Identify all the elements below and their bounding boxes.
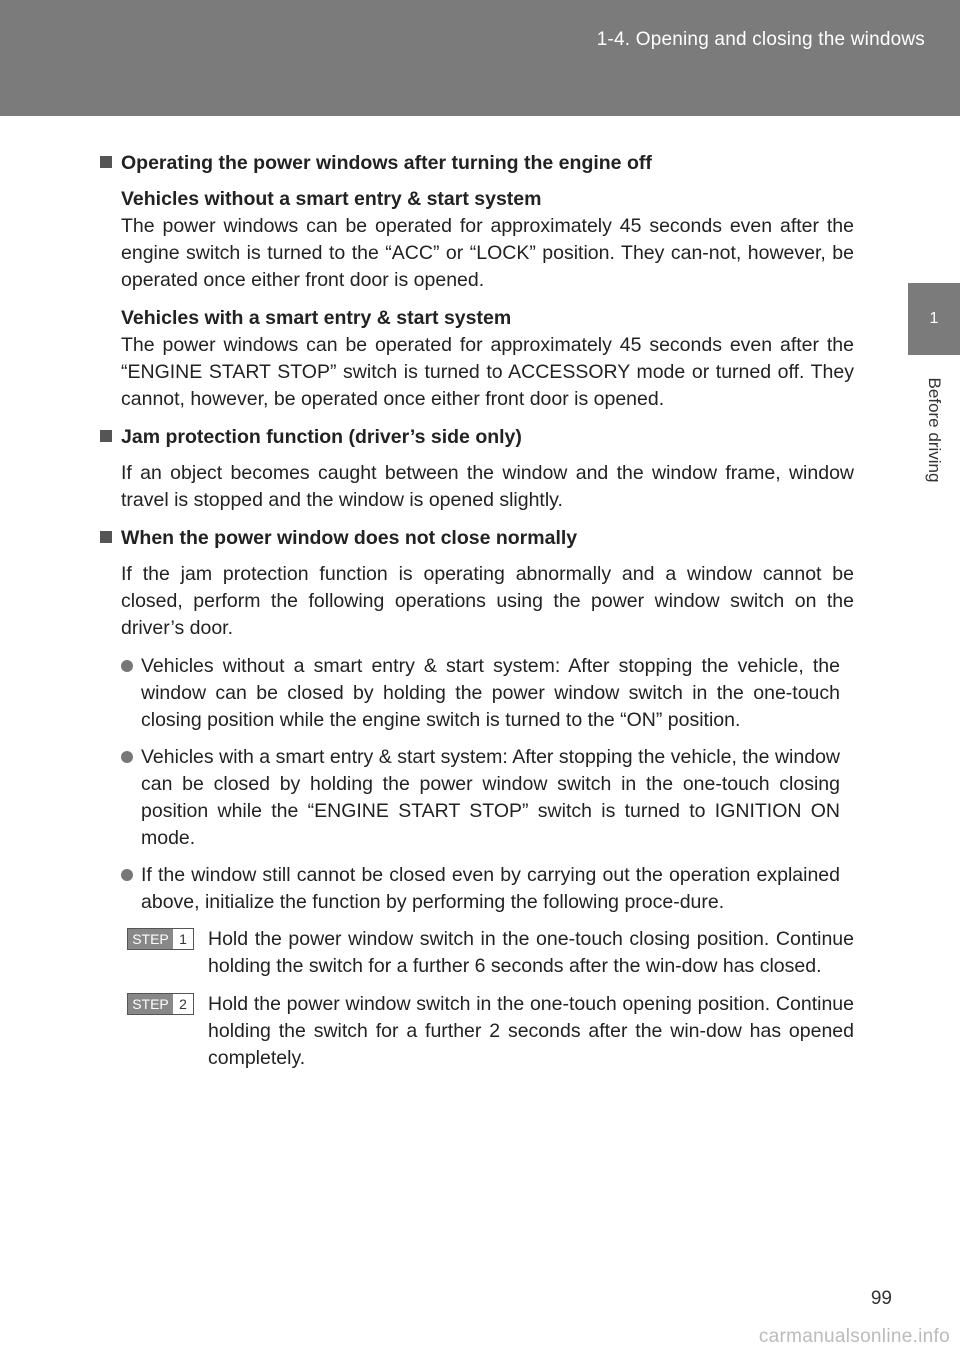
list-item-text: Vehicles without a smart entry & start system: After stopping the vehicle, the window can be closed by holding the power window switch in the one-touch closing position while the engine switch is turned to the “ON” position. [141,655,840,731]
step-number: 1 [173,929,193,949]
list-item-text: If the window still cannot be closed even by carrying out the operation explained above, initialize the function by performing the following proce-dure. [141,864,840,913]
section-heading [100,424,854,451]
step-badge [127,928,194,950]
section-heading-text: When the power window does not close normally [121,527,578,549]
side-tab-spacer [908,116,960,283]
subsection [121,186,854,294]
square-bullet-icon [100,430,112,442]
side-tab-label-text: Before driving [925,377,944,483]
list-item [121,653,854,734]
body-text: If the jam protection function is operating abnormally and a window cannot be closed, perform the following operations using the power window switch on the driver’s door. [121,563,854,639]
section-heading [100,525,854,552]
body-text: The power windows can be operated for approximately 45 seconds even after the “ENGINE START STOP” switch is turned to ACCESSORY mode or turned off. They cannot, however, be operated once either front door is opened. [121,334,854,410]
subsection-heading: Vehicles with a smart entry & start system [121,307,512,329]
body-text: The power windows can be operated for approximately 45 seconds even after the engine switch is turned to the “ACC” or “LOCK” position. They can-not, however, be operated once either front door is opened. [121,215,854,291]
section-body [121,460,854,514]
page-header [0,0,960,116]
circle-bullet-icon [121,751,133,763]
step-label: STEP [128,994,173,1014]
body-text: If an object becomes caught between the window and the window frame, window travel is stopped and the window is opened slightly. [121,462,854,511]
side-tab-label [908,355,960,505]
circle-bullet-icon [121,660,133,672]
procedure-step [127,991,854,1072]
chapter-title: 1-4. Opening and closing the windows [596,29,925,50]
step-text: Hold the power window switch in the one-touch opening position. Continue holding the switch for a further 2 seconds after the win-dow has opened completely. [208,993,854,1069]
step-badge [127,993,194,1015]
footer-watermark: carmanualsonline.info [758,1326,950,1347]
section-body [121,561,854,642]
section-heading-text: Jam protection function (driver’s side only) [121,426,522,448]
procedure-step [127,926,854,980]
step-text: Hold the power window switch in the one-touch closing position. Continue holding the switch for a further 6 seconds after the win-dow has closed. [208,928,854,977]
step-label: STEP [128,929,173,949]
list-item [121,744,854,852]
section-heading-text: Operating the power windows after turning the engine off [121,152,652,174]
square-bullet-icon [100,156,112,168]
side-tab-number: 1 [908,283,960,355]
main-content [100,150,854,1083]
section-heading [100,150,854,177]
subsection-heading: Vehicles without a smart entry & start system [121,188,542,210]
subsection [121,305,854,413]
circle-bullet-icon [121,869,133,881]
list-item-text: Vehicles with a smart entry & start system: After stopping the vehicle, the window can be closed by holding the power window switch in the one-touch closing position while the “ENGINE START STOP” switch is turned to IGNITION ON mode. [141,746,840,849]
step-number: 2 [173,994,193,1014]
page-number: 99 [870,1288,892,1309]
square-bullet-icon [100,531,112,543]
list-item [121,862,854,916]
